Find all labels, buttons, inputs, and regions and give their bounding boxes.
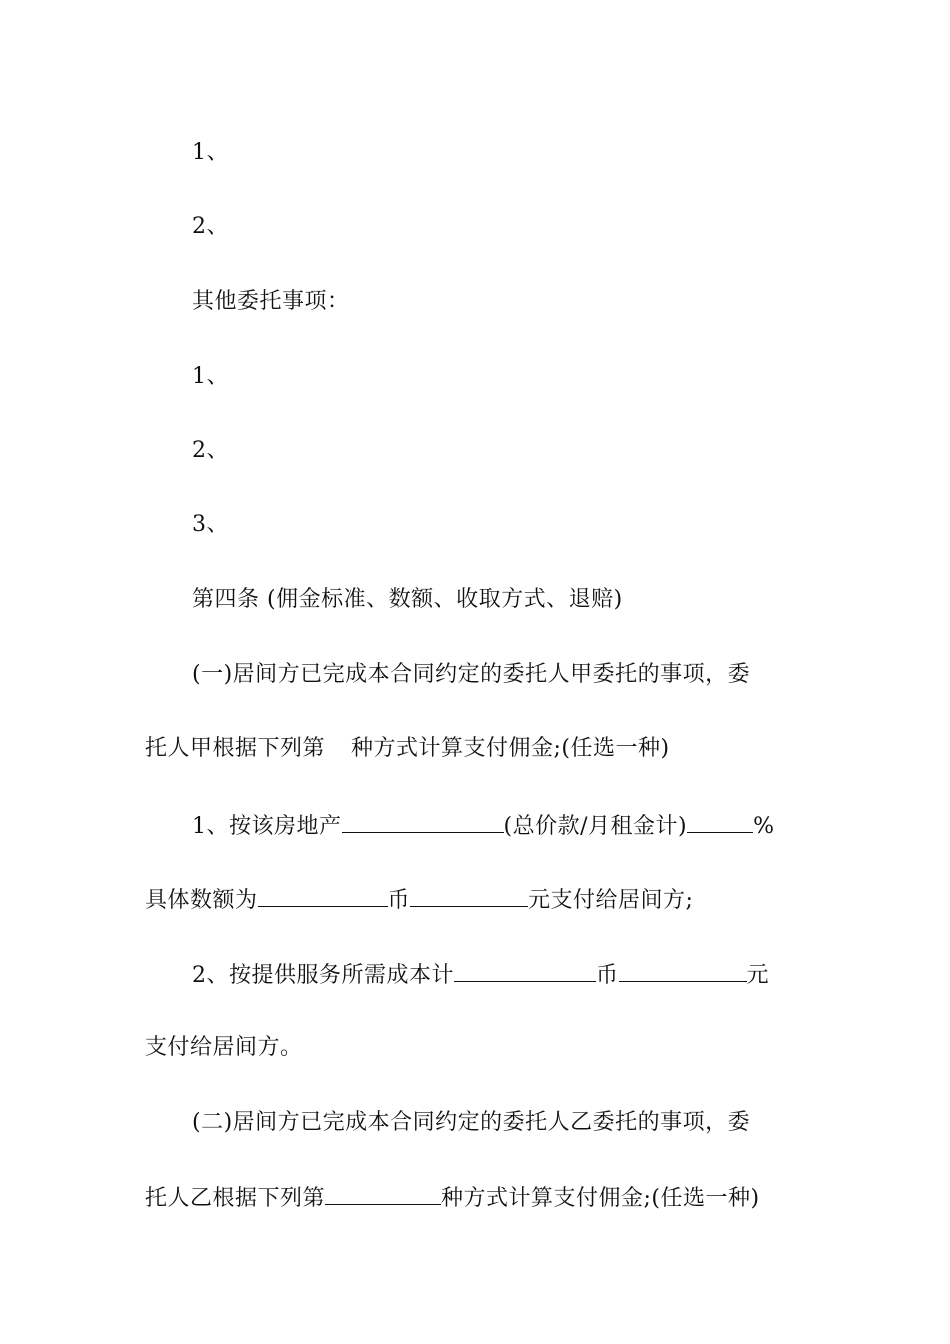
method-1-text-a: 1、按该房地产: [192, 814, 342, 839]
method-number-blank[interactable]: [325, 1182, 441, 1205]
other-matters-text: 其他委托事项：: [192, 289, 350, 314]
section-1-text-2b: 种方式计算支付佣金;(任选一种): [351, 736, 670, 761]
section-1-line-2: [145, 734, 810, 764]
currency-label: 币: [387, 888, 411, 913]
method-1-text-b: (总价款/月租金计): [503, 814, 688, 839]
property-blank[interactable]: [342, 810, 504, 833]
item-1: [192, 138, 810, 168]
method-2-line-1: [192, 959, 810, 991]
amount-blank[interactable]: [410, 884, 528, 907]
section-2-text-2a: 托人乙根据下列第: [145, 1186, 326, 1211]
item-1-text: 1、: [192, 140, 229, 165]
method-2-yuan: 元: [746, 963, 770, 988]
section-2-line-2: [145, 1182, 810, 1214]
other-item-1-text: 1、: [192, 364, 229, 389]
other-item-2: [192, 436, 810, 466]
cost-currency-blank[interactable]: [454, 959, 596, 982]
section-1-text-2a: 托人甲根据下列第: [145, 736, 326, 761]
item-2-text: 2、: [192, 214, 229, 239]
section-1-text-1: (一)居间方已完成本合同约定的委托人甲委托的事项，委: [192, 662, 751, 687]
method-2-currency: 币: [596, 963, 619, 988]
item-2: [192, 212, 810, 242]
method-2-text-a: 2、按提供服务所需成本计: [192, 963, 454, 988]
other-item-1: [192, 362, 810, 392]
cost-amount-blank[interactable]: [619, 959, 747, 982]
other-item-3-text: 3、: [192, 512, 229, 537]
method-2-tail: 支付给居间方。: [145, 1035, 303, 1060]
article-4-text: 第四条 (佣金标准、数额、收取方式、退赔): [192, 587, 623, 612]
section-2-line-1: [192, 1108, 810, 1138]
section-2-text-1: (二)居间方已完成本合同约定的委托人乙委托的事项，委: [192, 1110, 751, 1135]
other-matters-heading: [192, 287, 810, 317]
method-1-line-2: [145, 884, 810, 916]
amount-label: 具体数额为: [145, 888, 258, 913]
currency-blank[interactable]: [258, 884, 388, 907]
method-1-tail: 元支付给居间方;: [528, 888, 694, 913]
article-4-heading: [192, 585, 810, 615]
method-2-line-2: [145, 1033, 810, 1063]
percent-blank[interactable]: [687, 810, 753, 833]
method-1-line-1: [192, 810, 810, 842]
section-2-text-2b: 种方式计算支付佣金;(任选一种): [441, 1186, 760, 1211]
other-item-2-text: 2、: [192, 438, 229, 463]
other-item-3: [192, 510, 810, 540]
section-1-line-1: [192, 660, 810, 690]
percent-sign: %: [753, 814, 775, 839]
